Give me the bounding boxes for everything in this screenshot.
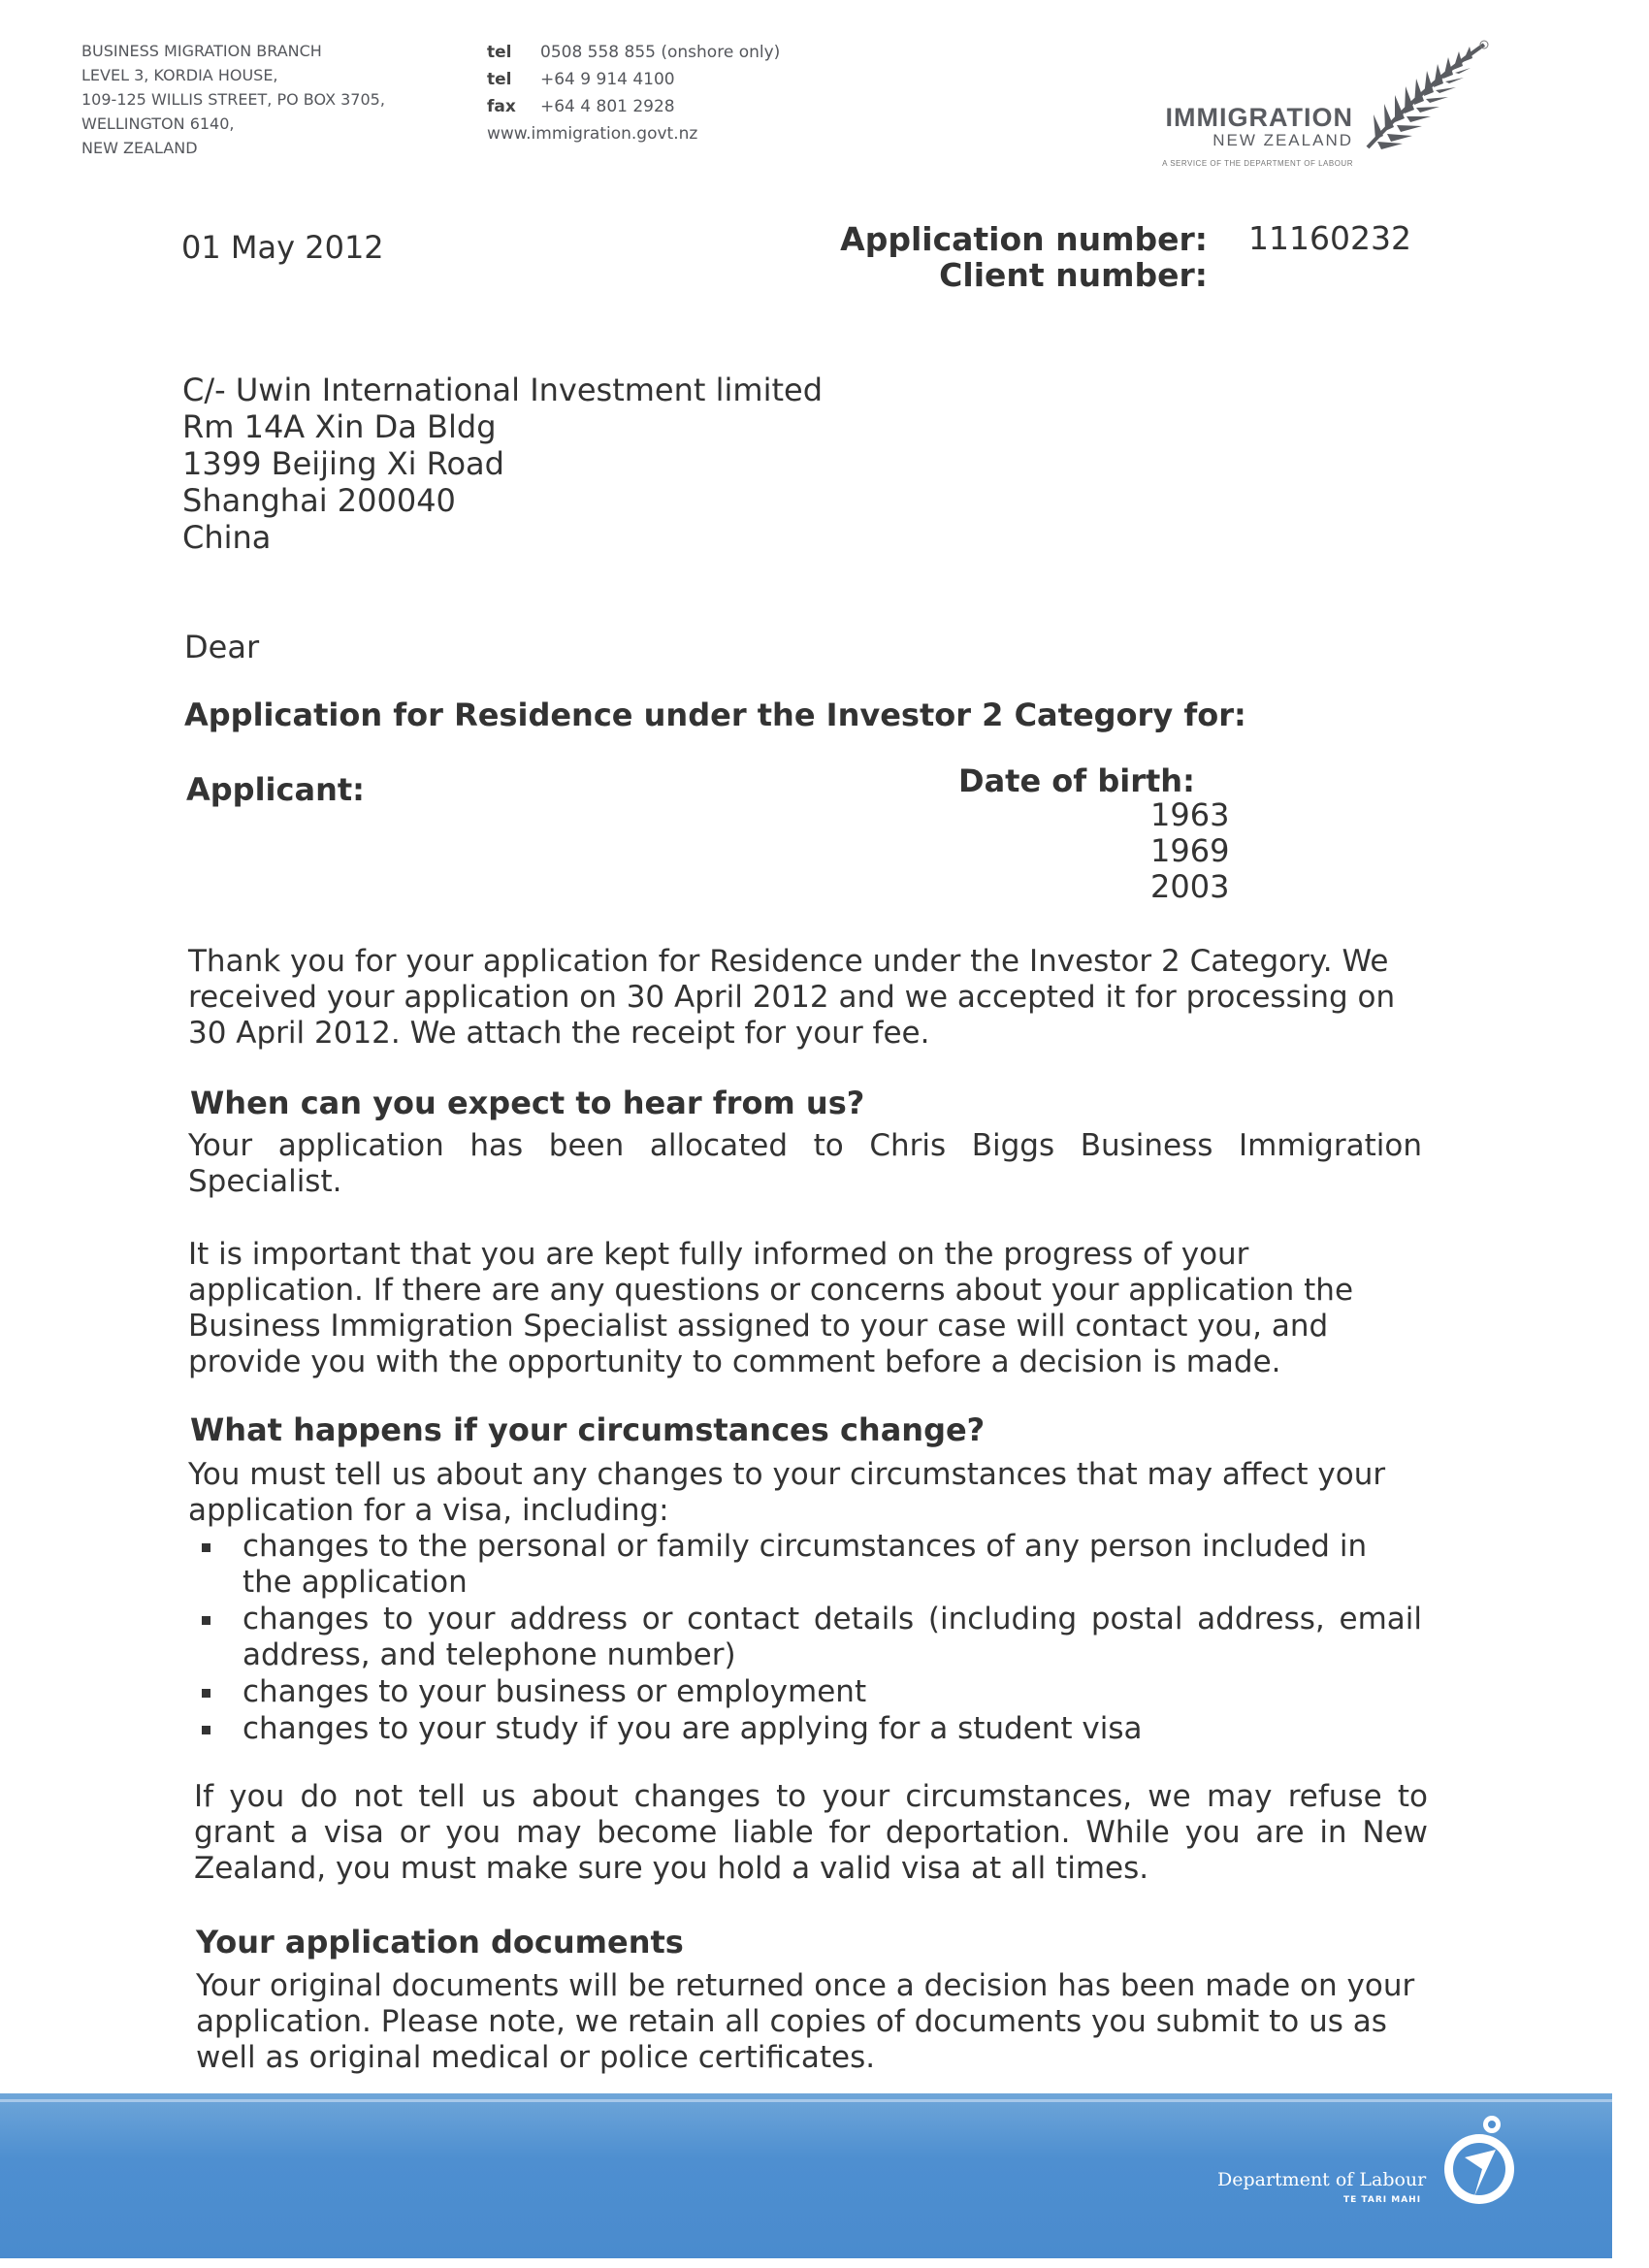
bullet-icon xyxy=(202,1543,210,1552)
progress-paragraph: It is important that you are kept fully informed on the progress of your application. If there are any questions or concerns about your application the Business Immigration Specialist assigned to your case will contact you, and provide you with the opportunity to comment before a decision is made. xyxy=(188,1237,1354,1379)
list-item-text: changes to your business or employment xyxy=(242,1674,867,1709)
address-line: NEW ZEALAND xyxy=(81,139,198,157)
letter-date: 01 May 2012 xyxy=(181,229,384,266)
dob-year: 2003 xyxy=(1150,868,1230,905)
branch-address xyxy=(81,39,385,160)
dob-label: Date of birth: xyxy=(958,762,1195,799)
contact-details xyxy=(487,39,780,147)
recipient-address xyxy=(182,372,823,556)
contact-row xyxy=(487,66,780,93)
applicant-label: Applicant: xyxy=(186,771,365,808)
allocation-paragraph: Your application has been allocated to Chris Biggs Business Immigration Specialist. xyxy=(188,1128,1422,1199)
reference-labels xyxy=(679,221,1208,293)
list-item xyxy=(198,1674,1422,1710)
list-item-text: changes to your study if you are applying for a student visa xyxy=(242,1711,1143,1746)
contact-value: +64 4 801 2928 xyxy=(540,97,675,116)
changes-list xyxy=(198,1529,1422,1748)
department-maori-name: TE TARI MAHI xyxy=(1343,2195,1422,2205)
address-line: BUSINESS MIGRATION BRANCH xyxy=(81,42,322,60)
contact-value: 0508 558 855 (onshore only) xyxy=(540,43,781,62)
documents-paragraph: Your original documents will be returned once a decision has been made on your application. Please note, we retain all copies of documents you submit to us as well as original medical or police certificates. xyxy=(196,1968,1415,2075)
contact-value: +64 9 914 4100 xyxy=(540,70,675,89)
contact-label: fax xyxy=(487,97,516,116)
department-of-labour-logo-icon xyxy=(1436,2111,1533,2218)
contact-row xyxy=(487,39,780,66)
logo-tagline: A SERVICE OF THE DEPARTMENT OF LABOUR xyxy=(1162,159,1353,168)
immigration-nz-logo xyxy=(1154,39,1523,175)
website-link[interactable]: www.immigration.govt.nz xyxy=(487,124,698,144)
dob-year: 1963 xyxy=(1150,796,1230,833)
address-line: WELLINGTON 6140, xyxy=(81,114,235,133)
list-item-text: changes to the personal or family circumstances of any person included in the application xyxy=(242,1529,1368,1600)
list-item-text: changes to your address or contact details (including postal address, email address, and telephone number) xyxy=(242,1602,1422,1672)
recipient-line: 1399 Beijing Xi Road xyxy=(182,445,504,482)
recipient-line: Shanghai 200040 xyxy=(182,482,456,519)
consequence-paragraph: If you do not tell us about changes to your circumstances, we may refuse to grant a visa or you may become liable for deportation. While you are in New Zealand, you must make sure you hold a valid visa at all times. xyxy=(194,1779,1428,1886)
logo-line2: NEW ZEALAND xyxy=(1212,131,1353,149)
recipient-line: China xyxy=(182,519,272,556)
footer-rule xyxy=(0,2099,1612,2102)
contact-row xyxy=(487,93,780,120)
changes-intro: You must tell us about any changes to your circumstances that may affect your application for a visa, including: xyxy=(188,1457,1386,1528)
recipient-line: Rm 14A Xin Da Bldg xyxy=(182,408,497,445)
contact-label: tel xyxy=(487,43,512,62)
logo-line1: IMMIGRATION xyxy=(1165,103,1353,132)
list-item xyxy=(198,1602,1422,1673)
department-name: Department of Labour xyxy=(1217,2169,1427,2190)
intro-paragraph: Thank you for your application for Residence under the Investor 2 Category. We received your application on 30 April 2012 and we accepted it for processing on 30 April 2012. We attach the receipt for your fee. xyxy=(188,944,1396,1051)
salutation: Dear xyxy=(184,629,260,665)
application-number: 11160232 xyxy=(1248,219,1411,257)
section-heading: Your application documents xyxy=(196,1924,684,1960)
bullet-icon xyxy=(202,1616,210,1625)
list-item xyxy=(198,1711,1422,1747)
bullet-icon xyxy=(202,1689,210,1698)
recipient-line: C/- Uwin International Investment limited xyxy=(182,372,823,408)
address-line: LEVEL 3, KORDIA HOUSE, xyxy=(81,66,278,84)
bullet-icon xyxy=(202,1726,210,1734)
dob-year: 1969 xyxy=(1150,832,1230,869)
list-item xyxy=(198,1529,1422,1601)
address-line: 109-125 WILLIS STREET, PO BOX 3705, xyxy=(81,90,385,109)
client-number-label: Client number: xyxy=(939,256,1208,294)
letter-subject: Application for Residence under the Investor 2 Category for: xyxy=(184,697,1246,733)
footer-band xyxy=(0,2093,1612,2258)
section-heading: What happens if your circumstances change? xyxy=(190,1411,986,1448)
dob-list xyxy=(1150,797,1229,905)
section-heading: When can you expect to hear from us? xyxy=(190,1085,865,1121)
application-number-label: Application number: xyxy=(840,220,1208,258)
fern-icon xyxy=(1358,39,1494,155)
contact-label: tel xyxy=(487,70,512,89)
